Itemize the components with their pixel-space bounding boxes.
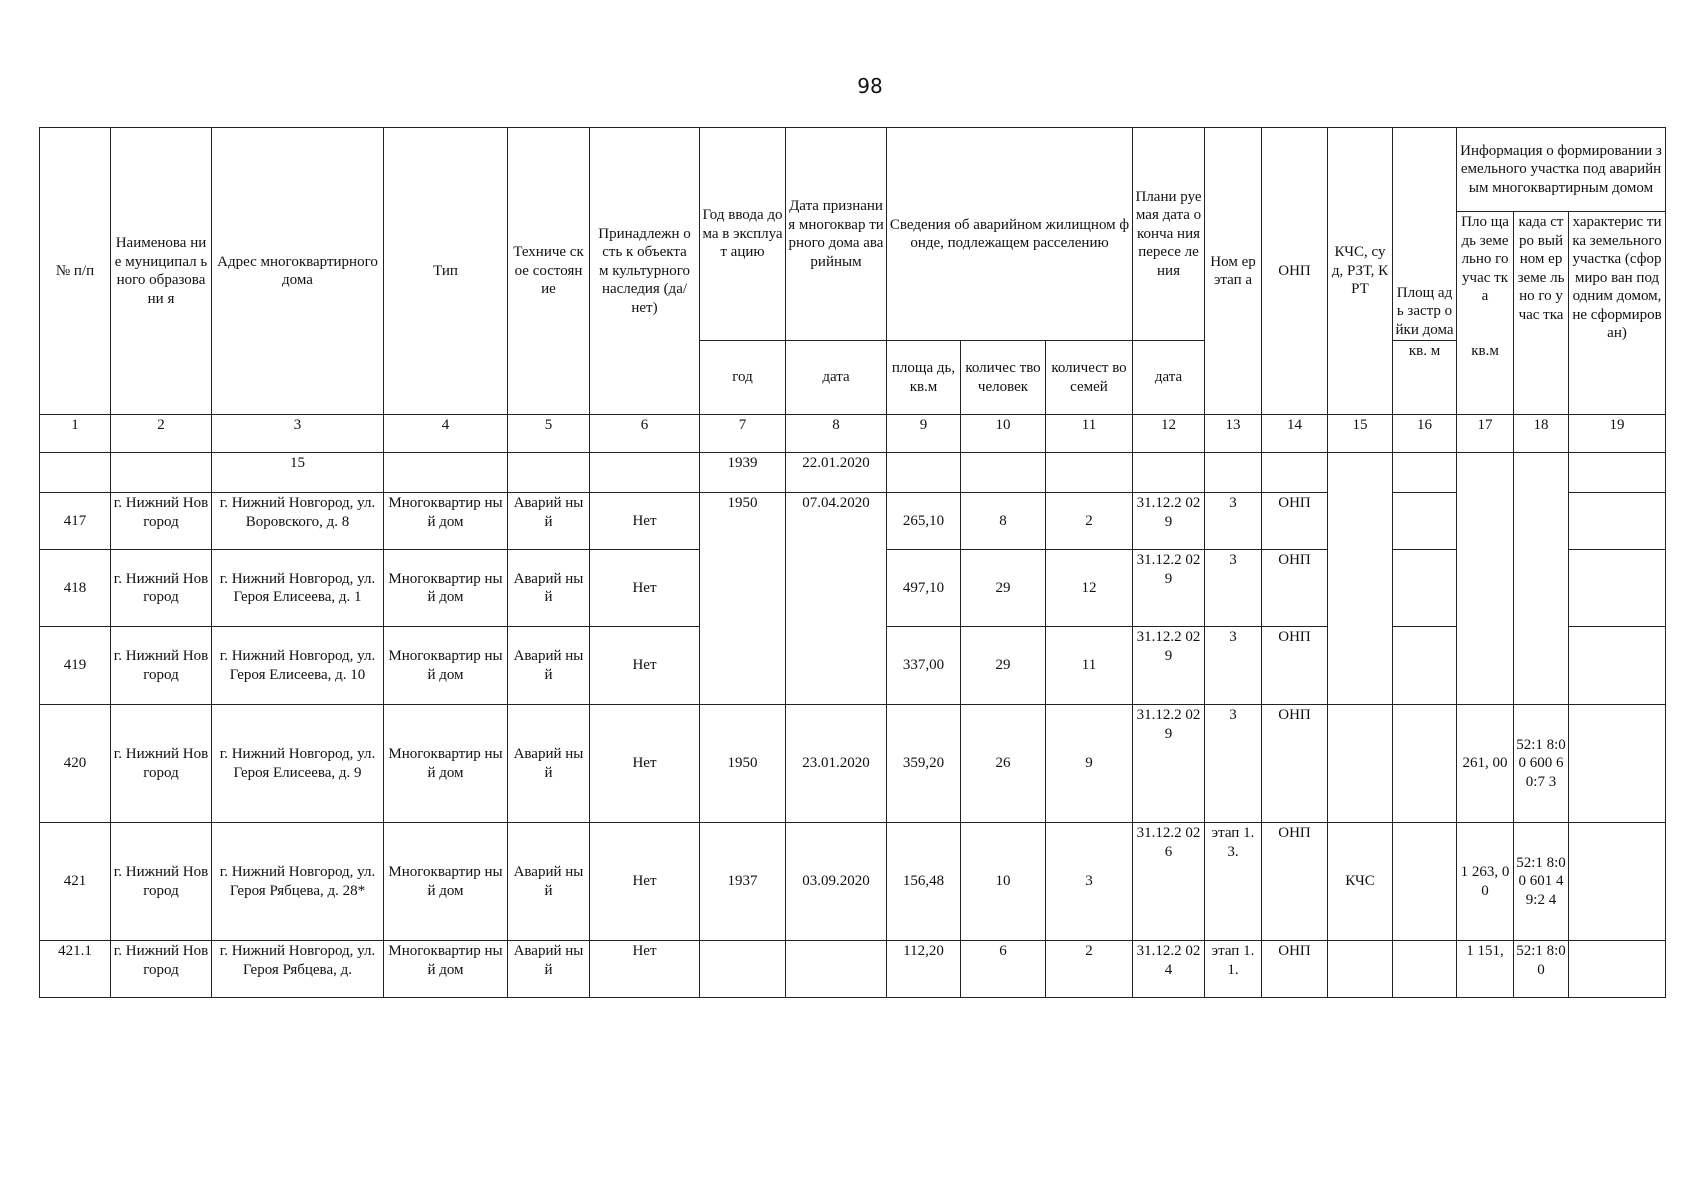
col-onp-header: ОНП <box>1262 128 1328 415</box>
carry-year: 1939 <box>700 453 786 493</box>
row-tech-state: Аварий ный <box>508 627 590 705</box>
row-address: г. Нижний Новгород, ул. Воровского, д. 8 <box>212 493 384 550</box>
row-people: 29 <box>961 550 1046 627</box>
row-families: 9 <box>1046 705 1133 823</box>
row-address: г. Нижний Новгород, ул. Героя Рябцева, д. 28* <box>212 823 384 941</box>
col-type-header: Тип <box>384 128 508 415</box>
row-date: 23.01.2020 <box>786 705 887 823</box>
col-number: 8 <box>786 415 887 453</box>
row-heritage: Нет <box>590 627 700 705</box>
row-type: Многоквартир ный дом <box>384 493 508 550</box>
page-number: 98 <box>857 74 883 98</box>
row-date: 03.09.2020 <box>786 823 887 941</box>
col-address-header: Адрес многоквартирного дома <box>212 128 384 415</box>
row-address: г. Нижний Новгород, ул. Героя Рябцева, д. <box>212 941 384 998</box>
unit-16-header: кв. м <box>1393 341 1457 415</box>
row-address: г. Нижний Новгород, ул. Героя Елисеева, д. 10 <box>212 627 384 705</box>
row-onp: ОНП <box>1262 493 1328 550</box>
row-cadastral: 52:1 8:00 601 49:2 4 <box>1514 823 1569 941</box>
row-cadastral: 52:1 8:00 <box>1514 941 1569 998</box>
row-stage: 3 <box>1205 627 1262 705</box>
carry-over-row <box>40 453 1666 493</box>
sub-families-header: количест во семей <box>1046 341 1133 415</box>
row-heritage: Нет <box>590 823 700 941</box>
row-onp: ОНП <box>1262 941 1328 998</box>
row-people: 8 <box>961 493 1046 550</box>
carry-address: 15 <box>212 453 384 493</box>
col-number: 19 <box>1569 415 1666 453</box>
row-heritage: Нет <box>590 550 700 627</box>
row-planned-date: 31.12.2 024 <box>1133 941 1205 998</box>
col-planned-date-header: Плани руемая дата оконча ния пересе ления <box>1133 128 1205 341</box>
row-area: 156,48 <box>887 823 961 941</box>
row-kchs: КЧС <box>1328 823 1393 941</box>
row-stage: этап 1.3. <box>1205 823 1262 941</box>
row-municipality: г. Нижний Новгород <box>111 493 212 550</box>
row-area: 359,20 <box>887 705 961 823</box>
row-tech-state: Аварий ный <box>508 823 590 941</box>
col-number: 15 <box>1328 415 1393 453</box>
row-area: 337,00 <box>887 627 961 705</box>
col-number: 18 <box>1514 415 1569 453</box>
col-date-recog-header: Дата признания многоквар тирного дома аварийным <box>786 128 887 341</box>
col-number: 17 <box>1457 415 1514 453</box>
col-stage-header: Ном ер этап а <box>1205 128 1262 415</box>
row-year-merged: 1950 <box>700 493 786 705</box>
row-num: 421 <box>40 823 111 941</box>
col-number: 1 <box>40 415 111 453</box>
col-number: 6 <box>590 415 700 453</box>
row-tech-state: Аварий ный <box>508 705 590 823</box>
row-planned-date: 31.12.2 029 <box>1133 493 1205 550</box>
row-area: 497,10 <box>887 550 961 627</box>
col-land-area-header: Пло щадь земе льно го учас тка <box>1457 212 1514 341</box>
row-num: 419 <box>40 627 111 705</box>
row-type: Многоквартир ный дом <box>384 823 508 941</box>
row-municipality: г. Нижний Новгород <box>111 823 212 941</box>
row-planned-date: 31.12.2 029 <box>1133 550 1205 627</box>
emergency-housing-table <box>39 127 1666 998</box>
row-heritage: Нет <box>590 493 700 550</box>
row-municipality: г. Нижний Новгород <box>111 550 212 627</box>
row-address: г. Нижний Новгород, ул. Героя Елисеева, д. 1 <box>212 550 384 627</box>
row-tech-state: Аварий ный <box>508 550 590 627</box>
col-year-entry-header: Год ввода дома в эксплуат ацию <box>700 128 786 341</box>
row-stage: 3 <box>1205 705 1262 823</box>
col-kchs-header: КЧС, суд, РЗТ, КРТ <box>1328 128 1393 415</box>
col-housing-info-header: Сведения об аварийном жилищном фонде, подлежащем расселению <box>887 128 1133 341</box>
unit-17-header: кв.м <box>1457 341 1514 415</box>
row-num: 418 <box>40 550 111 627</box>
row-families: 2 <box>1046 941 1133 998</box>
row-num: 417 <box>40 493 111 550</box>
col-built-area-header: Площ адь застр ойки дома <box>1393 128 1457 341</box>
col-heritage-header: Принадлежн ость к объектам культурного наследия (да/нет) <box>590 128 700 415</box>
row-area: 112,20 <box>887 941 961 998</box>
col-land-char-header: характерис тика земельного участка (сформиро ван под одним домом, не сформиров ан) <box>1569 212 1666 415</box>
row-stage: 3 <box>1205 493 1262 550</box>
table-row <box>40 941 1666 998</box>
col-number: 2 <box>111 415 212 453</box>
row-families: 3 <box>1046 823 1133 941</box>
row-heritage: Нет <box>590 705 700 823</box>
row-municipality: г. Нижний Новгород <box>111 705 212 823</box>
col-tech-state-header: Техниче ское состоян ие <box>508 128 590 415</box>
carry-date: 22.01.2020 <box>786 453 887 493</box>
col-municipality-header: Наименова ние муниципал ьного образовани я <box>111 128 212 415</box>
row-families: 12 <box>1046 550 1133 627</box>
row-num: 420 <box>40 705 111 823</box>
sub-planned-header: дата <box>1133 341 1205 415</box>
row-heritage: Нет <box>590 941 700 998</box>
table-row <box>40 705 1666 823</box>
row-people: 6 <box>961 941 1046 998</box>
table-row <box>40 493 1666 550</box>
row-year: 1950 <box>700 705 786 823</box>
header-row-1 <box>40 128 1666 212</box>
row-type: Многоквартир ный дом <box>384 550 508 627</box>
row-families: 2 <box>1046 493 1133 550</box>
row-num: 421.1 <box>40 941 111 998</box>
row-families: 11 <box>1046 627 1133 705</box>
row-onp: ОНП <box>1262 705 1328 823</box>
row-land-area: 1 263, 00 <box>1457 823 1514 941</box>
col-number: 14 <box>1262 415 1328 453</box>
row-people: 26 <box>961 705 1046 823</box>
col-number: 12 <box>1133 415 1205 453</box>
row-people: 29 <box>961 627 1046 705</box>
row-planned-date: 31.12.2 029 <box>1133 705 1205 823</box>
col-number: 9 <box>887 415 961 453</box>
row-land-area: 1 151, <box>1457 941 1514 998</box>
row-municipality: г. Нижний Новгород <box>111 627 212 705</box>
row-stage: 3 <box>1205 550 1262 627</box>
sub-area-header: площа дь, кв.м <box>887 341 961 415</box>
col-num-header: № п/п <box>40 128 111 415</box>
column-numbers-row <box>40 415 1666 453</box>
table-row <box>40 823 1666 941</box>
row-tech-state: Аварий ный <box>508 493 590 550</box>
row-address: г. Нижний Новгород, ул. Героя Елисеева, д. 9 <box>212 705 384 823</box>
row-people: 10 <box>961 823 1046 941</box>
row-area: 265,10 <box>887 493 961 550</box>
row-onp: ОНП <box>1262 823 1328 941</box>
col-cadastral-header: када стро вый ном ер земе льно го учас тка <box>1514 212 1569 415</box>
col-number: 3 <box>212 415 384 453</box>
col-number: 7 <box>700 415 786 453</box>
col-number: 4 <box>384 415 508 453</box>
row-type: Многоквартир ный дом <box>384 941 508 998</box>
row-onp: ОНП <box>1262 550 1328 627</box>
row-type: Многоквартир ный дом <box>384 627 508 705</box>
col-number: 5 <box>508 415 590 453</box>
row-tech-state: Аварий ный <box>508 941 590 998</box>
col-land-info-header: Информация о формировании земельного участка под аварийным многоквартирным домом <box>1457 128 1666 212</box>
sub-people-header: количес тво человек <box>961 341 1046 415</box>
row-municipality: г. Нижний Новгород <box>111 941 212 998</box>
col-number: 16 <box>1393 415 1457 453</box>
col-number: 11 <box>1046 415 1133 453</box>
row-planned-date: 31.12.2 029 <box>1133 627 1205 705</box>
row-type: Многоквартир ный дом <box>384 705 508 823</box>
row-year: 1937 <box>700 823 786 941</box>
col-number: 10 <box>961 415 1046 453</box>
row-date-merged: 07.04.2020 <box>786 493 887 705</box>
row-stage: этап 1.1. <box>1205 941 1262 998</box>
row-cadastral: 52:1 8:00 600 60:7 3 <box>1514 705 1569 823</box>
row-onp: ОНП <box>1262 627 1328 705</box>
row-land-area: 261, 00 <box>1457 705 1514 823</box>
sub-year-header: год <box>700 341 786 415</box>
row-planned-date: 31.12.2 026 <box>1133 823 1205 941</box>
col-number: 13 <box>1205 415 1262 453</box>
sub-date-header: дата <box>786 341 887 415</box>
